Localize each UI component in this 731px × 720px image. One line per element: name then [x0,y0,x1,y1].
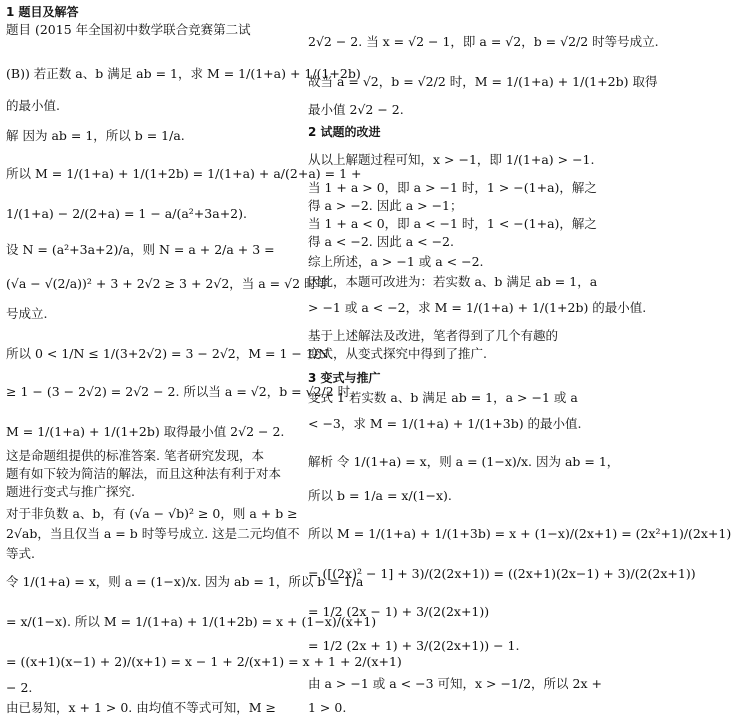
right-column [308,0,731,720]
right-text-line: 解析 令 1/(1+a) = x，则 a = (1−x)/x. 因为 ab = 1， [308,454,620,469]
left-text-line: ≥ 1 − (3 − 2√2) = 2√2 − 2. 所以当 a = √2，b = √2/2 时， [6,384,363,399]
left-text-line: 解 因为 ab = 1，所以 b = 1/a. [6,128,185,143]
right-text-line: 故当 a = √2，b = √2/2 时，M = 1/(1+a) + 1/(1+2b) 取得 [308,74,658,89]
right-text-line: 由 a > −1 或 a < −3 可知，x > −1/2，所以 2x + [308,676,602,691]
left-text-line: 等式. [6,546,35,561]
right-text-line: 当 1 + a < 0，即 a < −1 时，1 < −(1+a)，解之 [308,216,597,231]
right-text-line: > −1 或 a < −2，求 M = 1/(1+a) + 1/(1+2b) 的最小值. [308,300,647,315]
right-text-line: 从以上解题过程可知，x > −1，即 1/(1+a) > −1. [308,152,595,167]
right-text-line: 变式 1 若实数 a、b 满足 ab = 1，a > −1 或 a [308,390,578,405]
left-text-line: 对于非负数 a、b，有 (√a − √b)² ≥ 0，则 a + b ≥ [6,506,298,521]
right-text-line: 综上所述，a > −1 或 a < −2. [308,254,484,269]
right-text-line: 最小值 2√2 − 2. [308,102,404,117]
left-text-line: 的最小值. [6,98,60,113]
right-text-line: 得 a < −2. 因此 a < −2. [308,234,454,249]
left-text-line: M = 1/(1+a) + 1/(1+2b) 取得最小值 2√2 − 2. [6,424,285,439]
left-text-line: 所以 0 < 1/N ≤ 1/(3+2√2) = 3 − 2√2，M = 1 − 1/N [6,346,329,361]
right-text-line: 2 试题的改进 [308,125,381,139]
right-text-line: 所以 M = 1/(1+a) + 1/(1+3b) = x + (1−x)/(2x+1) = (2x²+1)/(2x+1) [308,526,731,541]
left-text-line: 题目 (2015 年全国初中数学联合竞赛第二试 [6,22,251,37]
left-text-line: 令 1/(1+a) = x，则 a = (1−x)/x. 因为 ab = 1，所以 b = 1/a [6,574,364,589]
right-text-line: 基于上述解法及改进，笔者得到了几个有趣的 [308,328,559,343]
left-text-line: 这是命题组提供的标准答案. 笔者研究发现，本 [6,448,264,463]
left-text-line: 1/(1+a) − 2/(2+a) = 1 − a/(a²+3a+2). [6,206,247,221]
left-text-line: 2√ab，当且仅当 a = b 时等号成立. 这是二元均值不 [6,526,300,541]
right-text-line: = 1/2 (2x + 1) + 3/(2(2x+1)) − 1. [308,638,520,653]
right-text-line: < −3，求 M = 1/(1+a) + 1/(1+3b) 的最小值. [308,416,582,431]
left-text-line: 号成立. [6,306,48,321]
right-text-line: 2√2 − 2. 当 x = √2 − 1，即 a = √2，b = √2/2 时等号成立. [308,34,659,49]
right-text-line: 当 1 + a > 0，即 a > −1 时，1 > −(1+a)，解之 [308,180,597,195]
left-text-line: (√a − √(2/a))² + 3 + 2√2 ≥ 3 + 2√2，当 a = √2 时等 [6,276,330,291]
left-text-line: 1 题目及解答 [6,5,79,19]
right-text-line: 1 > 0. [308,700,347,715]
left-text-line: = ((x+1)(x−1) + 2)/(x+1) = x − 1 + 2/(x+1) = x + 1 + 2/(x+1) [6,654,402,669]
right-text-line: = ([(2x)² − 1] + 3)/(2(2x+1)) = ((2x+1)(2x−1) + 3)/(2(2x+1)) [308,566,696,581]
left-text-line: (B)) 若正数 a、b 满足 ab = 1，求 M = 1/(1+a) + 1/(1+2b) [6,66,361,81]
right-text-line: = 1/2 (2x − 1) + 3/(2(2x+1)) [308,604,490,619]
right-text-line: 变式，从变式探究中得到了推广. [308,346,487,361]
left-text-line: = x/(1−x). 所以 M = 1/(1+a) + 1/(1+2b) = x + (1−x)/(x+1) [6,614,377,629]
left-text-line: 题进行变式与推广探究. [6,484,135,499]
left-text-line: − 2. [6,680,33,695]
left-text-line: 由已易知，x + 1 > 0. 由均值不等式可知，M ≥ [6,700,276,715]
right-text-line: 得 a > −2. 因此 a > −1； [308,198,463,213]
right-text-line: 3 变式与推广 [308,371,381,385]
left-text-line: 设 N = (a²+3a+2)/a，则 N = a + 2/a + 3 = [6,242,275,257]
right-text-line: 所以 b = 1/a = x/(1−x). [308,488,452,503]
left-text-line: 所以 M = 1/(1+a) + 1/(1+2b) = 1/(1+a) + a/(2+a) = 1 + [6,166,362,181]
left-text-line: 题有如下较为简洁的解法，而且这种法有利于对本 [6,466,282,481]
right-text-line: 因此，本题可改进为：若实数 a、b 满足 ab = 1，a [308,274,598,289]
